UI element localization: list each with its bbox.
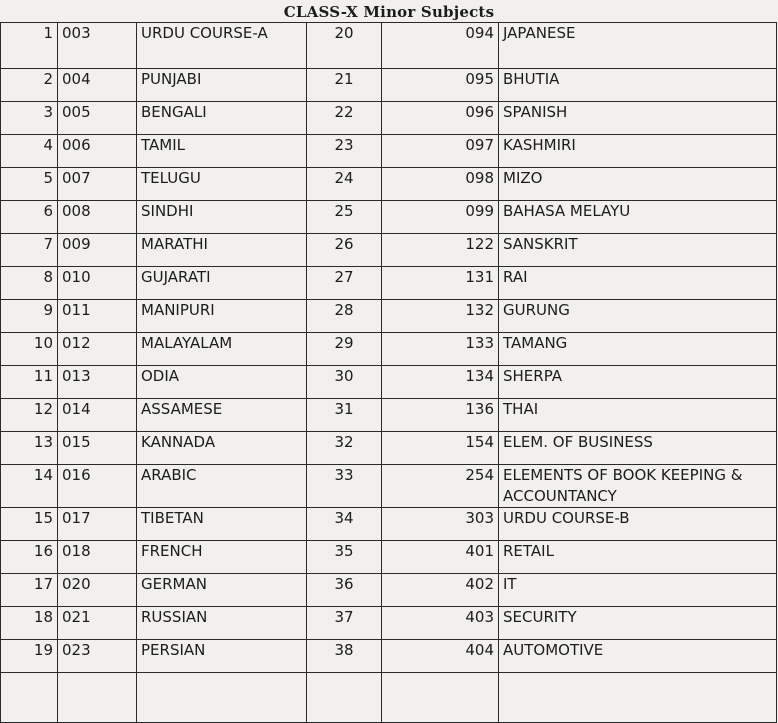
subject-name-cell: ODIA <box>137 366 307 399</box>
subject-name-cell: PERSIAN <box>137 640 307 673</box>
subject-code-cell: 094 <box>382 23 499 69</box>
table-row <box>1 300 777 333</box>
subject-code-cell: 402 <box>382 574 499 607</box>
serial-number-cell: 13 <box>1 432 58 465</box>
table-row <box>1 69 777 102</box>
subject-code-cell: 015 <box>58 432 137 465</box>
serial-number-cell: 20 <box>307 23 382 69</box>
serial-number-cell: 22 <box>307 102 382 135</box>
serial-number-cell: 3 <box>1 102 58 135</box>
subject-code-cell: 013 <box>58 366 137 399</box>
empty-cell <box>499 673 777 723</box>
subject-name-cell: URDU COURSE-B <box>499 508 777 541</box>
serial-number-cell: 34 <box>307 508 382 541</box>
table-row <box>1 201 777 234</box>
serial-number-cell: 5 <box>1 168 58 201</box>
empty-cell <box>382 673 499 723</box>
subject-code-cell: 401 <box>382 541 499 574</box>
serial-number-cell: 28 <box>307 300 382 333</box>
serial-number-cell: 30 <box>307 366 382 399</box>
subject-code-cell: 131 <box>382 267 499 300</box>
subject-code-cell: 012 <box>58 333 137 366</box>
serial-number-cell: 24 <box>307 168 382 201</box>
subject-name-cell: TELUGU <box>137 168 307 201</box>
subject-name-cell: JAPANESE <box>499 23 777 69</box>
subject-name-cell: TIBETAN <box>137 508 307 541</box>
subject-code-cell: 014 <box>58 399 137 432</box>
subject-code-cell: 017 <box>58 508 137 541</box>
serial-number-cell: 17 <box>1 574 58 607</box>
table-row <box>1 640 777 673</box>
subject-code-cell: 097 <box>382 135 499 168</box>
serial-number-cell: 15 <box>1 508 58 541</box>
serial-number-cell: 21 <box>307 69 382 102</box>
subject-name-cell: RETAIL <box>499 541 777 574</box>
subject-code-cell: 136 <box>382 399 499 432</box>
serial-number-cell: 27 <box>307 267 382 300</box>
table-title: CLASS-X Minor Subjects <box>283 3 495 21</box>
subject-name-cell: MARATHI <box>137 234 307 267</box>
serial-number-cell: 26 <box>307 234 382 267</box>
subject-code-cell: 154 <box>382 432 499 465</box>
table-row <box>1 508 777 541</box>
table-row <box>1 168 777 201</box>
serial-number-cell: 8 <box>1 267 58 300</box>
subject-code-cell: 016 <box>58 465 137 508</box>
subject-name-cell: GERMAN <box>137 574 307 607</box>
subject-code-cell: 132 <box>382 300 499 333</box>
subject-name-cell: ELEMENTS OF BOOK KEEPING & ACCOUNTANCY <box>499 465 777 508</box>
table-row <box>1 23 777 69</box>
subject-name-cell: RAI <box>499 267 777 300</box>
subject-code-cell: 010 <box>58 267 137 300</box>
serial-number-cell: 1 <box>1 23 58 69</box>
subjects-table-body <box>1 23 777 723</box>
table-row <box>1 541 777 574</box>
table-row <box>1 102 777 135</box>
subject-name-cell: RUSSIAN <box>137 607 307 640</box>
empty-row <box>1 673 777 723</box>
serial-number-cell: 14 <box>1 465 58 508</box>
subject-name-cell: GURUNG <box>499 300 777 333</box>
subject-code-cell: 404 <box>382 640 499 673</box>
serial-number-cell: 6 <box>1 201 58 234</box>
subject-code-cell: 005 <box>58 102 137 135</box>
subject-name-cell: URDU COURSE-A <box>137 23 307 69</box>
subject-name-cell: KASHMIRI <box>499 135 777 168</box>
subject-code-cell: 254 <box>382 465 499 508</box>
table-row <box>1 399 777 432</box>
subject-code-cell: 303 <box>382 508 499 541</box>
serial-number-cell: 31 <box>307 399 382 432</box>
subject-code-cell: 008 <box>58 201 137 234</box>
subject-code-cell: 096 <box>382 102 499 135</box>
subject-code-cell: 133 <box>382 333 499 366</box>
serial-number-cell: 37 <box>307 607 382 640</box>
subject-code-cell: 095 <box>382 69 499 102</box>
empty-cell <box>1 673 58 723</box>
subject-name-cell: SHERPA <box>499 366 777 399</box>
subject-name-cell: KANNADA <box>137 432 307 465</box>
table-row <box>1 574 777 607</box>
subject-name-cell: FRENCH <box>137 541 307 574</box>
subject-name-cell: SANSKRIT <box>499 234 777 267</box>
serial-number-cell: 36 <box>307 574 382 607</box>
table-row <box>1 432 777 465</box>
subject-name-cell: GUJARATI <box>137 267 307 300</box>
subject-name-cell: AUTOMOTIVE <box>499 640 777 673</box>
subject-name-cell: IT <box>499 574 777 607</box>
empty-cell <box>307 673 382 723</box>
table-row <box>1 607 777 640</box>
empty-cell <box>137 673 307 723</box>
table-row <box>1 333 777 366</box>
serial-number-cell: 12 <box>1 399 58 432</box>
serial-number-cell: 35 <box>307 541 382 574</box>
subject-name-cell: SPANISH <box>499 102 777 135</box>
serial-number-cell: 10 <box>1 333 58 366</box>
serial-number-cell: 29 <box>307 333 382 366</box>
subject-name-cell: ASSAMESE <box>137 399 307 432</box>
serial-number-cell: 7 <box>1 234 58 267</box>
subject-name-cell: MIZO <box>499 168 777 201</box>
serial-number-cell: 25 <box>307 201 382 234</box>
subject-code-cell: 134 <box>382 366 499 399</box>
serial-number-cell: 19 <box>1 640 58 673</box>
serial-number-cell: 4 <box>1 135 58 168</box>
subjects-table <box>0 22 777 723</box>
subject-name-cell: TAMIL <box>137 135 307 168</box>
subject-code-cell: 020 <box>58 574 137 607</box>
subject-name-cell: ELEM. OF BUSINESS <box>499 432 777 465</box>
subject-name-cell: TAMANG <box>499 333 777 366</box>
subject-code-cell: 018 <box>58 541 137 574</box>
table-row <box>1 234 777 267</box>
serial-number-cell: 23 <box>307 135 382 168</box>
subject-code-cell: 403 <box>382 607 499 640</box>
subject-code-cell: 009 <box>58 234 137 267</box>
serial-number-cell: 11 <box>1 366 58 399</box>
subject-name-cell: MALAYALAM <box>137 333 307 366</box>
subject-name-cell: ARABIC <box>137 465 307 508</box>
subject-name-cell: PUNJABI <box>137 69 307 102</box>
empty-cell <box>58 673 137 723</box>
serial-number-cell: 9 <box>1 300 58 333</box>
serial-number-cell: 32 <box>307 432 382 465</box>
serial-number-cell: 18 <box>1 607 58 640</box>
table-row <box>1 267 777 300</box>
subject-code-cell: 006 <box>58 135 137 168</box>
table-row <box>1 465 777 508</box>
subject-code-cell: 007 <box>58 168 137 201</box>
serial-number-cell: 2 <box>1 69 58 102</box>
subject-code-cell: 122 <box>382 234 499 267</box>
subject-name-cell: BAHASA MELAYU <box>499 201 777 234</box>
subject-code-cell: 023 <box>58 640 137 673</box>
subject-name-cell: SINDHI <box>137 201 307 234</box>
subject-name-cell: SECURITY <box>499 607 777 640</box>
subject-name-cell: MANIPURI <box>137 300 307 333</box>
subject-name-cell: BENGALI <box>137 102 307 135</box>
subject-name-cell: BHUTIA <box>499 69 777 102</box>
serial-number-cell: 16 <box>1 541 58 574</box>
subject-code-cell: 004 <box>58 69 137 102</box>
table-row <box>1 135 777 168</box>
serial-number-cell: 38 <box>307 640 382 673</box>
serial-number-cell: 33 <box>307 465 382 508</box>
subject-code-cell: 021 <box>58 607 137 640</box>
table-row <box>1 366 777 399</box>
subject-name-cell: THAI <box>499 399 777 432</box>
subject-code-cell: 003 <box>58 23 137 69</box>
subject-code-cell: 011 <box>58 300 137 333</box>
subject-code-cell: 098 <box>382 168 499 201</box>
subject-code-cell: 099 <box>382 201 499 234</box>
